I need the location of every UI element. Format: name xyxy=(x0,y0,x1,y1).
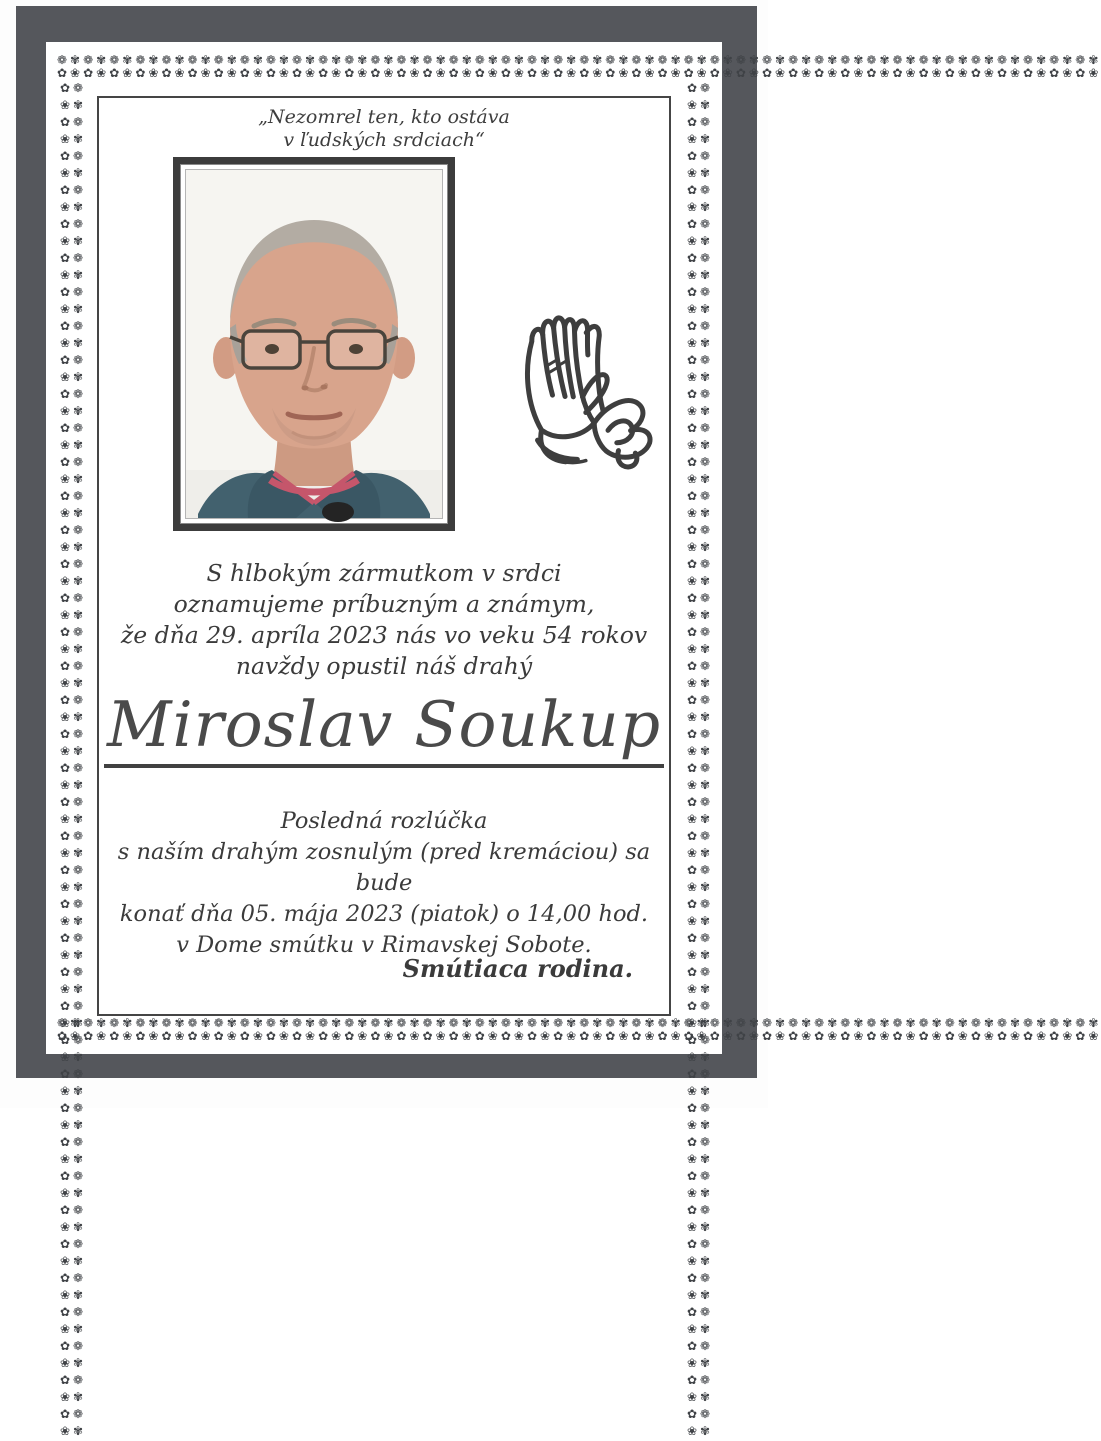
ornamental-border-left xyxy=(57,81,85,1441)
name-underline xyxy=(104,764,664,768)
farewell-line: s naším drahým zosnulým (pred kremáciou) sa bude xyxy=(117,839,651,896)
deceased-name: Miroslav Soukup xyxy=(106,688,662,761)
ornament-row: ❁✾❁✾❁✾❁✾❁✾❁✾❁✾❁✾❁✾❁✾❁✾❁✾❁✾❁✾❁✾❁✾❁✾❁✾❁✾❁✾❁✾❁✾❁✾❁✾❁✾❁✾❁✾❁✾❁✾❁✾❁✾❁✾❁✾❁✾❁✾❁✾❁✾❁✾❁✾❁✾ xyxy=(57,1016,1101,1030)
farewell-text xyxy=(99,806,669,961)
ornament-row: ✿❀✿❀✿❀✿❀✿❀✿❀✿❀✿❀✿❀✿❀✿❀✿❀✿❀✿❀✿❀✿❀✿❀✿❀✿❀✿❀✿❀✿❀✿❀✿❀✿❀✿❀✿❀✿❀✿❀✿❀✿❀✿❀✿❀✿❀✿❀✿❀✿❀✿❀✿❀✿❀ xyxy=(57,1029,1101,1043)
ornament-row: ❁✾❁✾❁✾❁✾❁✾❁✾❁✾❁✾❁✾❁✾❁✾❁✾❁✾❁✾❁✾❁✾❁✾❁✾❁✾❁✾❁✾❁✾❁✾❁✾❁✾❁✾❁✾❁✾❁✾❁✾❁✾❁✾❁✾❁✾❁✾❁✾❁✾❁✾❁✾❁✾ xyxy=(698,81,712,1441)
farewell-line: Posledná rozlúčka xyxy=(280,808,488,834)
mourning-family-signature: Smútiaca rodina. xyxy=(402,954,633,983)
ornament-row: ✿❀✿❀✿❀✿❀✿❀✿❀✿❀✿❀✿❀✿❀✿❀✿❀✿❀✿❀✿❀✿❀✿❀✿❀✿❀✿❀✿❀✿❀✿❀✿❀✿❀✿❀✿❀✿❀✿❀✿❀✿❀✿❀✿❀✿❀✿❀✿❀✿❀✿❀✿❀✿❀ xyxy=(57,66,1101,80)
farewell-line: v Dome smútku v Rimavskej Sobote. xyxy=(176,932,592,958)
ornament-row: ✿❀✿❀✿❀✿❀✿❀✿❀✿❀✿❀✿❀✿❀✿❀✿❀✿❀✿❀✿❀✿❀✿❀✿❀✿❀✿❀✿❀✿❀✿❀✿❀✿❀✿❀✿❀✿❀✿❀✿❀✿❀✿❀✿❀✿❀✿❀✿❀✿❀✿❀✿❀✿❀ xyxy=(58,81,72,1441)
ornamental-border-bottom xyxy=(57,1016,1101,1044)
announcement-line: navždy opustil náš drahý xyxy=(235,652,533,680)
quote-line-1: „Nezomrel ten, kto ostáva xyxy=(258,106,510,128)
announcement-text xyxy=(99,558,669,682)
ornament-row: ✿❀✿❀✿❀✿❀✿❀✿❀✿❀✿❀✿❀✿❀✿❀✿❀✿❀✿❀✿❀✿❀✿❀✿❀✿❀✿❀✿❀✿❀✿❀✿❀✿❀✿❀✿❀✿❀✿❀✿❀✿❀✿❀✿❀✿❀✿❀✿❀✿❀✿❀✿❀✿❀ xyxy=(685,81,699,1441)
deceased-name-block xyxy=(99,690,669,768)
portrait-illustration xyxy=(185,169,443,519)
inner-ruled-panel xyxy=(97,96,671,1016)
praying-hands-icon xyxy=(497,300,657,490)
ornament-row: ❁✾❁✾❁✾❁✾❁✾❁✾❁✾❁✾❁✾❁✾❁✾❁✾❁✾❁✾❁✾❁✾❁✾❁✾❁✾❁✾❁✾❁✾❁✾❁✾❁✾❁✾❁✾❁✾❁✾❁✾❁✾❁✾❁✾❁✾❁✾❁✾❁✾❁✾❁✾❁✾ xyxy=(71,81,85,1441)
portrait-photo xyxy=(173,157,455,531)
farewell-line: konať dňa 05. mája 2023 (piatok) o 14,00 hod. xyxy=(119,901,649,927)
quote-line-2: v ľudských srdciach“ xyxy=(283,129,485,151)
announcement-line: že dňa 29. apríla 2023 nás vo veku 54 rokov xyxy=(120,621,648,649)
memorial-quote xyxy=(99,106,669,152)
ornamental-border-right xyxy=(684,81,712,1441)
announcement-line: S hlbokým zármutkom v srdci xyxy=(206,559,562,587)
ornamental-border-top xyxy=(57,53,1101,81)
announcement-line: oznamujeme príbuzným a známym, xyxy=(173,590,595,618)
ornament-row: ❁✾❁✾❁✾❁✾❁✾❁✾❁✾❁✾❁✾❁✾❁✾❁✾❁✾❁✾❁✾❁✾❁✾❁✾❁✾❁✾❁✾❁✾❁✾❁✾❁✾❁✾❁✾❁✾❁✾❁✾❁✾❁✾❁✾❁✾❁✾❁✾❁✾❁✾❁✾❁✾ xyxy=(57,53,1101,67)
